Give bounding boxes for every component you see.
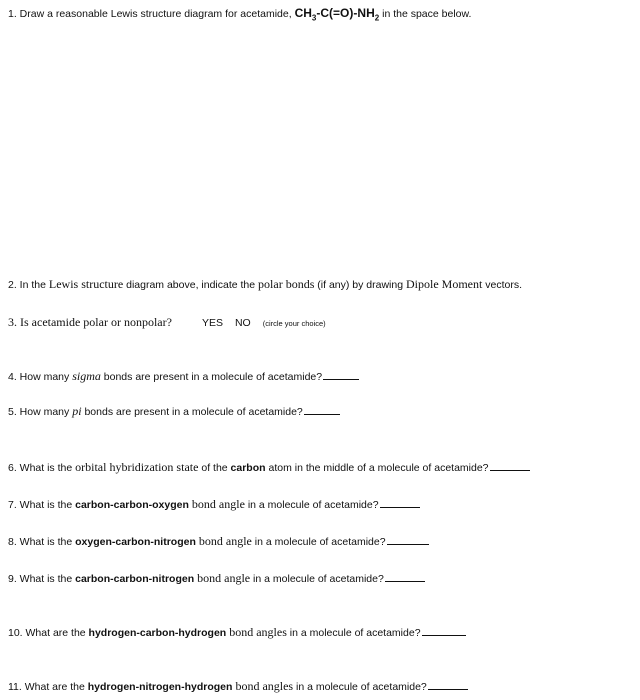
q3-no-option[interactable]: NO	[234, 317, 251, 329]
q7-atoms: carbon-carbon-oxygen	[75, 499, 189, 511]
q3-note: (circle your choice)	[262, 319, 326, 328]
q10-pre: 10. What are the	[8, 627, 89, 639]
q8-pre: 8. What is the	[8, 536, 76, 548]
q3-text: 3. Is acetamide polar or nonpolar?	[8, 315, 172, 329]
q5-term: pi	[72, 404, 82, 418]
q10-post: in a molecule of acetamide?	[286, 627, 421, 639]
question-5	[8, 404, 340, 419]
q5-pre: 5. How many	[8, 406, 73, 418]
q6-term: orbital hybridization state	[75, 460, 199, 474]
q6-mid: of the	[198, 462, 231, 474]
question-10	[8, 625, 466, 640]
q8-atoms: oxygen-carbon-nitrogen	[75, 536, 196, 548]
q6-post: atom in the middle of a molecule of acetamide?	[265, 462, 489, 474]
q6-pre: 6. What is the	[8, 462, 76, 474]
question-7	[8, 497, 420, 512]
q9-atoms: carbon-carbon-nitrogen	[75, 573, 195, 585]
q3-yes-option[interactable]: YES	[201, 317, 223, 329]
q6-carbon: carbon	[230, 462, 266, 474]
q6-answer-blank[interactable]	[490, 460, 530, 471]
q8-term: bond angle	[195, 534, 252, 548]
question-3	[8, 315, 326, 331]
q10-atoms: hydrogen-carbon-hydrogen	[88, 627, 227, 639]
q5-answer-blank[interactable]	[304, 404, 340, 415]
question-6	[8, 460, 530, 475]
q1-formula: $CH_3-C(=O)-NH_2$	[294, 6, 380, 23]
q11-pre: 11. What are the	[8, 681, 88, 693]
question-11	[8, 679, 468, 694]
q2-mid2: (if any) by drawing	[314, 279, 406, 291]
q7-post: in a molecule of acetamide?	[244, 499, 379, 511]
q10-answer-blank[interactable]	[422, 625, 466, 636]
question-1	[8, 6, 471, 25]
q7-term: bond angle	[188, 497, 245, 511]
question-8	[8, 534, 429, 549]
q4-answer-blank[interactable]	[323, 369, 359, 380]
q4-post: bonds are present in a molecule of acetamide?	[100, 371, 323, 383]
q11-answer-blank[interactable]	[428, 679, 468, 690]
q11-post: in a molecule of acetamide?	[293, 681, 427, 693]
q4-pre: 4. How many	[8, 371, 73, 383]
q11-term: bond angles	[232, 679, 294, 693]
q2-pre: 2. In the	[8, 279, 49, 291]
q7-pre: 7. What is the	[8, 499, 76, 511]
q9-term: bond angle	[194, 571, 251, 585]
q11-atoms: hydrogen-nitrogen-hydrogen	[87, 681, 233, 693]
q4-term: sigma	[72, 369, 101, 383]
q5-post: bonds are present in a molecule of acetamide?	[81, 406, 303, 418]
question-9	[8, 571, 425, 586]
q8-post: in a molecule of acetamide?	[251, 536, 386, 548]
question-4	[8, 369, 359, 384]
q7-answer-blank[interactable]	[380, 497, 420, 508]
q9-pre: 9. What is the	[8, 573, 76, 585]
q1-text: 1. Draw a reasonable Lewis structure diagram for acetamide,	[8, 8, 295, 20]
q9-answer-blank[interactable]	[385, 571, 425, 582]
q8-answer-blank[interactable]	[387, 534, 429, 545]
q2-post: vectors.	[482, 279, 522, 291]
q2-polar: polar bonds	[258, 277, 315, 291]
q2-dipole: Dipole Moment	[405, 277, 483, 291]
question-2	[8, 277, 522, 292]
q1-suffix: in the space below.	[379, 8, 472, 20]
q9-post: in a molecule of acetamide?	[250, 573, 384, 585]
q2-mid: diagram above, indicate the	[123, 279, 259, 291]
q10-term: bond angles	[226, 625, 287, 639]
q2-lewis: Lewis structure	[48, 277, 124, 291]
